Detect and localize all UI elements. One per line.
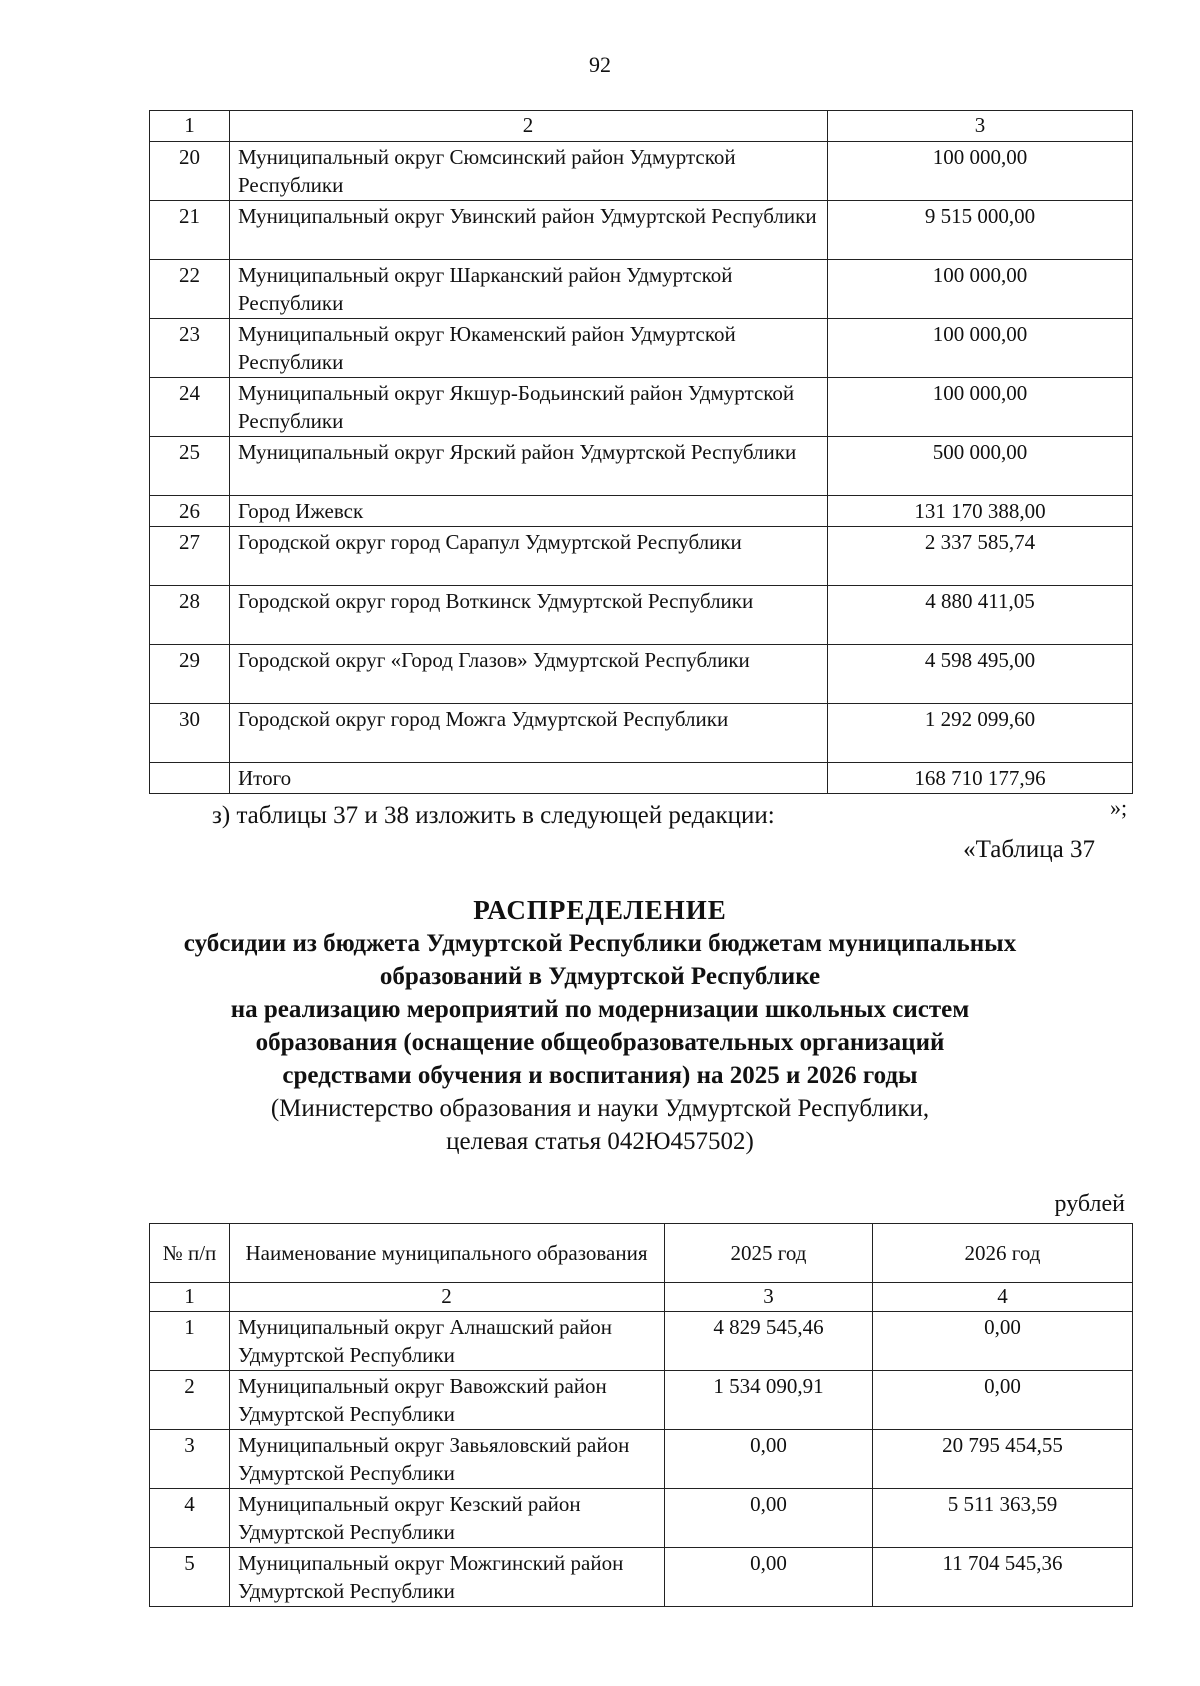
row-2026: 0,00 bbox=[873, 1312, 1133, 1371]
table-row bbox=[150, 260, 1133, 319]
table-header-row bbox=[150, 1224, 1133, 1283]
index-cell: 2 bbox=[230, 1283, 665, 1312]
heading-line: субсидии из бюджета Удмуртской Республики бюджетам муниципальных bbox=[183, 930, 1017, 957]
heading-line: образования (оснащение общеобразовательных организаций bbox=[255, 1029, 945, 1056]
header-cell: 3 bbox=[828, 111, 1133, 142]
heading-target-article: целевая статья 042Ю457502) bbox=[446, 1128, 754, 1155]
row-value: 100 000,00 bbox=[828, 142, 1133, 201]
total-row bbox=[150, 763, 1133, 794]
row-name: Городской округ «Город Глазов» Удмуртской Республики bbox=[230, 645, 828, 704]
row-number: 30 bbox=[150, 704, 230, 763]
table-row bbox=[150, 645, 1133, 704]
total-label: Итого bbox=[230, 763, 828, 794]
header-2026: 2026 год bbox=[873, 1224, 1133, 1283]
row-number: 4 bbox=[150, 1489, 230, 1548]
table-row bbox=[150, 496, 1133, 527]
units-label: рублей bbox=[1054, 1191, 1125, 1217]
table-row bbox=[150, 319, 1133, 378]
row-number: 22 bbox=[150, 260, 230, 319]
row-2025: 0,00 bbox=[665, 1548, 873, 1607]
row-name: Муниципальный округ Якшур-Бодьинский район Удмуртской Республики bbox=[230, 378, 828, 437]
row-value: 100 000,00 bbox=[828, 260, 1133, 319]
heading-title: РАСПРЕДЕЛЕНИЕ bbox=[473, 895, 727, 925]
table-row bbox=[150, 201, 1133, 260]
row-2025: 4 829 545,46 bbox=[665, 1312, 873, 1371]
row-2026: 5 511 363,59 bbox=[873, 1489, 1133, 1548]
total-value: 168 710 177,96 bbox=[828, 763, 1133, 794]
header-2025: 2025 год bbox=[665, 1224, 873, 1283]
index-cell: 4 bbox=[873, 1283, 1133, 1312]
row-2026: 11 704 545,36 bbox=[873, 1548, 1133, 1607]
row-name: Городской округ город Можга Удмуртской Республики bbox=[230, 704, 828, 763]
row-value: 4 880 411,05 bbox=[828, 586, 1133, 645]
closing-quote: »; bbox=[1110, 795, 1128, 820]
heading-line: на реализацию мероприятий по модернизации школьных систем bbox=[230, 996, 970, 1023]
table-row bbox=[150, 527, 1133, 586]
heading-line: образований в Удмуртской Республике bbox=[379, 963, 821, 990]
table-label: «Таблица 37 bbox=[963, 836, 1095, 863]
table-row bbox=[150, 378, 1133, 437]
row-name: Муниципальный округ Завьяловский район Удмуртской Республики bbox=[230, 1430, 665, 1489]
row-number: 21 bbox=[150, 201, 230, 260]
table-header-row bbox=[150, 111, 1133, 142]
row-name: Муниципальный округ Увинский район Удмуртской Республики bbox=[230, 201, 828, 260]
row-name: Муниципальный округ Юкаменский район Удмуртской Республики bbox=[230, 319, 828, 378]
column-index-row bbox=[150, 1283, 1133, 1312]
row-2025: 0,00 bbox=[665, 1489, 873, 1548]
row-number: 2 bbox=[150, 1371, 230, 1430]
row-value: 1 292 099,60 bbox=[828, 704, 1133, 763]
row-name: Муниципальный округ Вавожский район Удмуртской Республики bbox=[230, 1371, 665, 1430]
distribution-heading bbox=[100, 893, 1100, 1158]
row-value: 131 170 388,00 bbox=[828, 496, 1133, 527]
row-number: 5 bbox=[150, 1548, 230, 1607]
row-2025: 0,00 bbox=[665, 1430, 873, 1489]
table-row bbox=[150, 1312, 1133, 1371]
table-row bbox=[150, 1489, 1133, 1548]
total-empty-cell bbox=[150, 763, 230, 794]
continuation-table bbox=[149, 110, 1133, 794]
amendment-text: з) таблицы 37 и 38 изложить в следующей редакции: bbox=[212, 802, 775, 829]
row-number: 23 bbox=[150, 319, 230, 378]
table-row bbox=[150, 586, 1133, 645]
row-name: Муниципальный округ Ярский район Удмуртской Республики bbox=[230, 437, 828, 496]
row-name: Город Ижевск bbox=[230, 496, 828, 527]
row-number: 25 bbox=[150, 437, 230, 496]
table-row bbox=[150, 1430, 1133, 1489]
table-row bbox=[150, 1548, 1133, 1607]
row-value: 9 515 000,00 bbox=[828, 201, 1133, 260]
header-cell: 2 bbox=[230, 111, 828, 142]
header-name: Наименование муниципального образования bbox=[230, 1224, 665, 1283]
page-number: 92 bbox=[589, 52, 611, 77]
row-2026: 20 795 454,55 bbox=[873, 1430, 1133, 1489]
row-name: Муниципальный округ Сюмсинский район Удмуртской Республики bbox=[230, 142, 828, 201]
table-row bbox=[150, 142, 1133, 201]
row-value: 500 000,00 bbox=[828, 437, 1133, 496]
row-value: 2 337 585,74 bbox=[828, 527, 1133, 586]
table-row bbox=[150, 704, 1133, 763]
row-name: Муниципальный округ Алнашский район Удмуртской Республики bbox=[230, 1312, 665, 1371]
heading-line: средствами обучения и воспитания) на 2025 и 2026 годы bbox=[282, 1062, 918, 1089]
heading-ministry: (Министерство образования и науки Удмуртской Республики, bbox=[270, 1095, 930, 1122]
index-cell: 1 bbox=[150, 1283, 230, 1312]
row-value: 100 000,00 bbox=[828, 378, 1133, 437]
row-number: 26 bbox=[150, 496, 230, 527]
row-number: 20 bbox=[150, 142, 230, 201]
table-row bbox=[150, 1371, 1133, 1430]
row-name: Муниципальный округ Можгинский район Удмуртской Республики bbox=[230, 1548, 665, 1607]
row-number: 27 bbox=[150, 527, 230, 586]
row-number: 29 bbox=[150, 645, 230, 704]
row-name: Городской округ город Воткинск Удмуртской Республики bbox=[230, 586, 828, 645]
row-number: 24 bbox=[150, 378, 230, 437]
header-cell: 1 bbox=[150, 111, 230, 142]
row-number: 3 bbox=[150, 1430, 230, 1489]
row-2025: 1 534 090,91 bbox=[665, 1371, 873, 1430]
row-name: Муниципальный округ Кезский район Удмуртской Республики bbox=[230, 1489, 665, 1548]
table-row bbox=[150, 437, 1133, 496]
row-value: 4 598 495,00 bbox=[828, 645, 1133, 704]
row-2026: 0,00 bbox=[873, 1371, 1133, 1430]
row-number: 28 bbox=[150, 586, 230, 645]
index-cell: 3 bbox=[665, 1283, 873, 1312]
row-name: Городской округ город Сарапул Удмуртской Республики bbox=[230, 527, 828, 586]
header-number: № п/п bbox=[150, 1224, 230, 1283]
row-number: 1 bbox=[150, 1312, 230, 1371]
row-value: 100 000,00 bbox=[828, 319, 1133, 378]
row-name: Муниципальный округ Шарканский район Удмуртской Республики bbox=[230, 260, 828, 319]
table-37 bbox=[149, 1223, 1133, 1607]
